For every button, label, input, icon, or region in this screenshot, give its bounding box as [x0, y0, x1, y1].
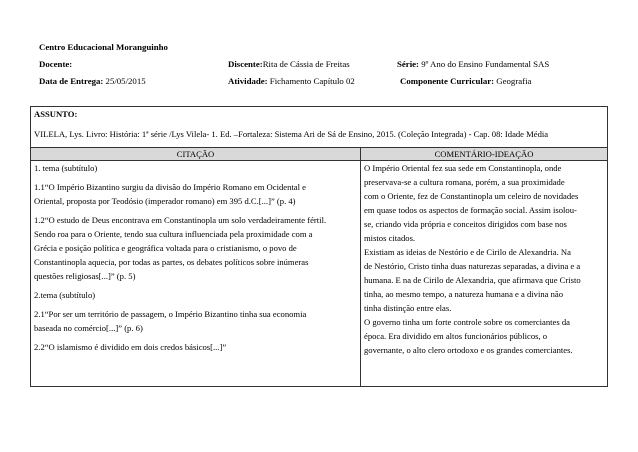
componente-field [400, 76, 531, 87]
entrega-value: 25/05/2015 [105, 76, 146, 86]
citacao-line: baseada no comércio[...]” (p. 6) [34, 323, 143, 333]
comentario-line: O Império Oriental fez sua sede em Constantinopla, onde [364, 163, 562, 173]
comentario-line: se, criando vida própria e conceitos dirigidos com base nos [364, 219, 567, 229]
content-row [31, 161, 608, 387]
componente-label: Componente Curricular: [400, 76, 495, 86]
comentario-line: humana. E na de Cirilo de Alexandria, que afirmava que Cristo [364, 275, 581, 285]
comentario-line: com o Oriente, fez de Constantinopla um celeiro de novidades [364, 191, 579, 201]
comentario-line: de Nestório, Cristo tinha duas naturezas separadas, a divina e a [364, 261, 581, 271]
comentario-line: preservava-se a cultura romana, porém, a sua proximidade [364, 177, 565, 187]
citacao-line: Grécia e posição política e geográfica voltada para o cristianismo, o povo de [34, 243, 297, 253]
assunto-reference: VILELA, Lys. Livro: História: 1ª série /Lys Vilela- 1. Ed. –Fortaleza: Sistema Ari de Sá de Ensino, 2015. (Coleção Integrada) - Cap. 08: Idade Média [34, 129, 549, 139]
citacao-line: 2.2“O islamismo é dividido em dois credos básicos[...]” [34, 342, 227, 352]
atividade-field [228, 76, 355, 87]
citacao-line: Sendo roa para o Oriente, tendo sua cultura influenciada pela proximidade com a [34, 229, 313, 239]
entrega-label: Data de Entrega: [39, 76, 104, 86]
citacao-line: Constantinopla aquecia, por todas as partes, os debates políticos sobre inúmeras [34, 257, 309, 267]
comentario-paragraph [364, 161, 604, 245]
assunto-row [31, 107, 608, 148]
comentario-header: COMENTÁRIO-IDEAÇÃO [361, 148, 608, 161]
assunto-label: ASSUNTO: [34, 109, 78, 119]
citacao-line: 1. tema (subtítulo) [34, 163, 98, 173]
citacao-line: questões religiosas[...]” (p. 5) [34, 271, 136, 281]
citacao-line: 1.1“O Império Bizantino surgiu da divisão do Império Romano em Ocidental e [34, 182, 306, 192]
discente-value: Rita de Cássia de Freitas [262, 59, 350, 69]
comentario-cell [361, 161, 608, 387]
comentario-paragraph [364, 245, 604, 315]
citacao-line: 2.tema (subtítulo) [34, 290, 96, 300]
citacao-paragraph [34, 161, 357, 175]
citacao-paragraph [34, 307, 357, 335]
citacao-line: 1.2“O estudo de Deus encontrava em Constantinopla um solo verdadeiramente fértil. [34, 215, 327, 225]
citacao-line: Oriental, proposta por Teodósio (imperador romano) em 395 d.C.[...]” (p. 4) [34, 196, 296, 206]
entrega-field [39, 76, 146, 87]
comentario-line: Existiam as ideias de Nestório e de Cirilo de Alexandria. Na [364, 247, 571, 257]
componente-value: Geografia [496, 76, 532, 86]
comentario-line: tinha, ao mesmo tempo, a natureza humana e a divina não [364, 289, 564, 299]
column-header-row [31, 148, 608, 161]
comentario-line: época. Era dividido em altos funcionários públicos, o [364, 331, 548, 341]
citacao-line: 2.1“Por ser um território de passagem, o Império Bizantino tinha sua economia [34, 309, 307, 319]
school-name: Centro Educacional Moranguinho [39, 42, 168, 52]
comentario-line: em quase todos os aspectos de formação social. Assim isolou- [364, 205, 577, 215]
atividade-label: Atividade: [228, 76, 268, 86]
citacao-cell [31, 161, 361, 387]
comentario-line: mistos citados. [364, 233, 416, 243]
citacao-paragraph [34, 213, 357, 283]
comentario-line: governante, o alto clero ortodoxo e os grandes comerciantes. [364, 345, 573, 355]
assunto-cell [31, 107, 608, 148]
fichamento-table [30, 106, 608, 387]
serie-label: Série: [397, 59, 419, 69]
docente-label: Docente: [39, 59, 73, 69]
citacao-paragraph [34, 288, 357, 302]
serie-value: 9º Ano do Ensino Fundamental SAS [421, 59, 550, 69]
atividade-value: Fichamento Capítulo 02 [269, 76, 355, 86]
citacao-header: CITAÇÃO [31, 148, 361, 161]
comentario-line: O governo tinha um forte controle sobre os comerciantes da [364, 317, 570, 327]
serie-field [397, 59, 549, 70]
discente-field [228, 59, 350, 70]
discente-label: Discente: [228, 59, 263, 69]
citacao-paragraph [34, 180, 357, 208]
comentario-line: tinha distinção entre elas. [364, 303, 452, 313]
citacao-paragraph [34, 340, 357, 354]
comentario-paragraph [364, 315, 604, 357]
